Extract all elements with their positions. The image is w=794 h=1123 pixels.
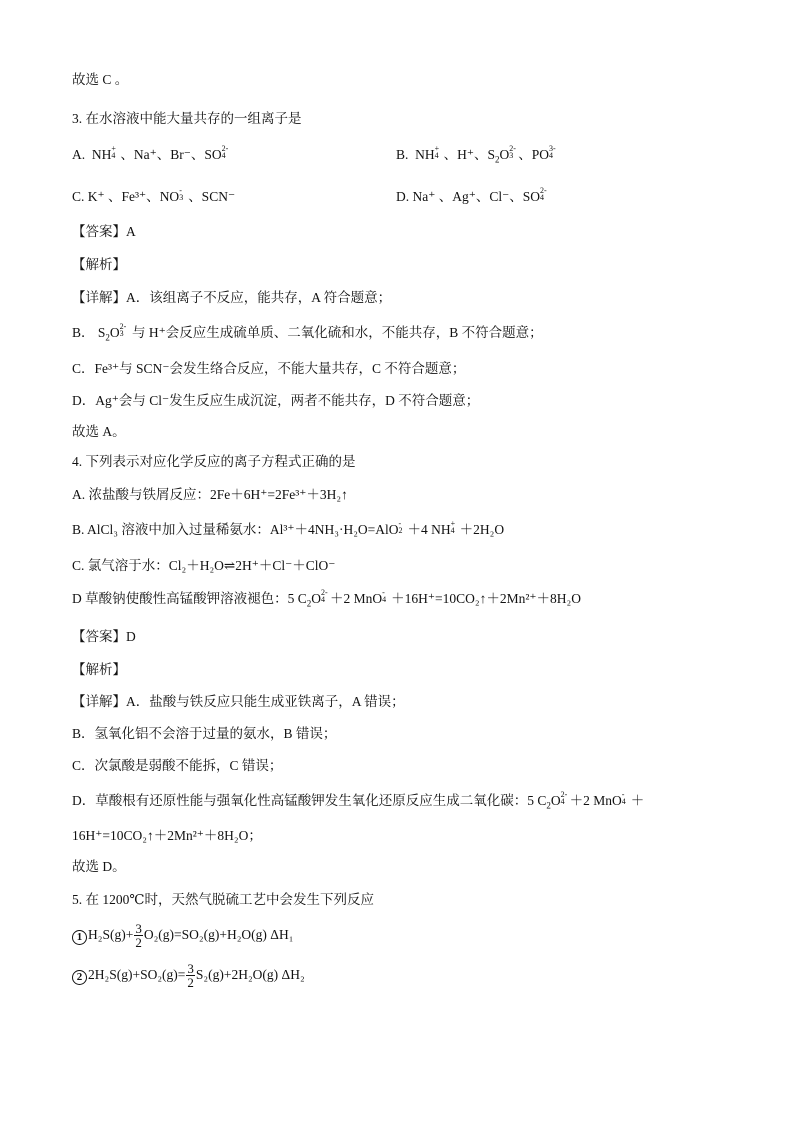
fraction: $\frac{3}{2}$ — [135, 921, 142, 951]
circled-number-2: 2 — [72, 970, 87, 985]
q4-detail-d-cont: 16H⁺=10CO₂↑＋2Mn²⁺＋8H₂O； — [72, 828, 262, 843]
q4-detail-d: D．草酸根有还原性能与强氧化性高锰酸钾发生氧化还原反应生成二氧化碳：5 $C_2O$ 2- 4 ＋2 MnO - 4 ＋ — [72, 790, 645, 811]
q4-detail-a: 【详解】A．盐酸与铁反应只能生成亚铁离子，A 错误； — [72, 694, 405, 709]
fraction: $\frac{3}{2}$ — [187, 961, 194, 991]
q3-analysis-heading: 【解析】 — [72, 257, 126, 272]
q5-reaction-2: 2 2H₂S(g)+SO₂(g)= $\frac{3}{2}$ S₂(g)+2H₂O(g) ΔH₂ — [72, 960, 305, 990]
q3-stem: 3. 在水溶液中能大量共存的一组离子是 — [72, 111, 302, 126]
q3-detail-c: C．Fe³⁺与 SCN⁻会发生络合反应，不能大量共存，C 不符合题意； — [72, 361, 466, 376]
q4-option-d: D 草酸钠使酸性高锰酸钾溶液褪色：5 $C_2O$ 2- 4 ＋2 MnO - 4 ＋16H⁺=10CO₂↑＋2Mn²⁺＋8H₂O — [72, 588, 581, 609]
q3-option-c: C. K⁺ 、Fe³⁺、NO - 3 、SCN⁻ — [72, 186, 236, 204]
q4-detail-b: B．氢氧化铝不会溶于过量的氨水，B 错误； — [72, 726, 337, 741]
q3-answer: 【答案】A — [72, 224, 136, 239]
q4-conclusion: 故选 D。 — [72, 859, 126, 874]
answer-end-prev: 故选 C 。 — [72, 72, 129, 87]
q3-option-b: B. NH + 4 、H⁺、$S_2O$ 2- 3 、PO 3- 4 — [396, 144, 556, 165]
q3-detail-b: B． $S_2O$ 2- 3 与 H⁺会反应生成硫单质、二氧化硫和水，不能共存，B 不符合题意； — [72, 322, 543, 343]
q4-stem: 4. 下列表示对应化学反应的离子方程式正确的是 — [72, 454, 356, 469]
q3-conclusion: 故选 A。 — [72, 424, 126, 439]
q4-answer: 【答案】D — [72, 629, 136, 644]
q3-option-d: D. Na⁺ 、Ag⁺、Cl⁻、SO 2- 4 — [396, 186, 547, 204]
q4-detail-c: C．次氯酸是弱酸不能拆，C 错误； — [72, 758, 283, 773]
q5-stem: 5. 在 1200℃时，天然气脱硫工艺中会发生下列反应 — [72, 892, 374, 907]
q3-option-a: A. NH + 4 、Na⁺、Br⁻、SO 2- 4 — [72, 144, 229, 162]
q3-detail-d: D．Ag⁺会与 Cl⁻发生反应生成沉淀，两者不能共存，D 不符合题意； — [72, 393, 480, 408]
q5-reaction-1: 1 H₂S(g)+ $\frac{3}{2}$ O₂(g)=SO₂(g)+H₂O(g) ΔH₁ — [72, 920, 293, 950]
q4-analysis-heading: 【解析】 — [72, 662, 126, 677]
q4-option-a: A. 浓盐酸与铁屑反应：2Fe＋6H⁺=2Fe³⁺＋3H₂↑ — [72, 487, 348, 502]
q4-option-b: B. AlCl₃ 溶液中加入过量稀氨水：Al³⁺＋4NH₃·H₂O=AlO - 2 ＋4 NH + 4 ＋2H₂O — [72, 519, 505, 537]
q4-option-c: C. 氯气溶于水：Cl₂＋H₂O⇌2H⁺＋Cl⁻＋ClO⁻ — [72, 558, 336, 573]
circled-number-1: 1 — [72, 930, 87, 945]
q3-detail-a: 【详解】A．该组离子不反应，能共存，A 符合题意； — [72, 290, 392, 305]
